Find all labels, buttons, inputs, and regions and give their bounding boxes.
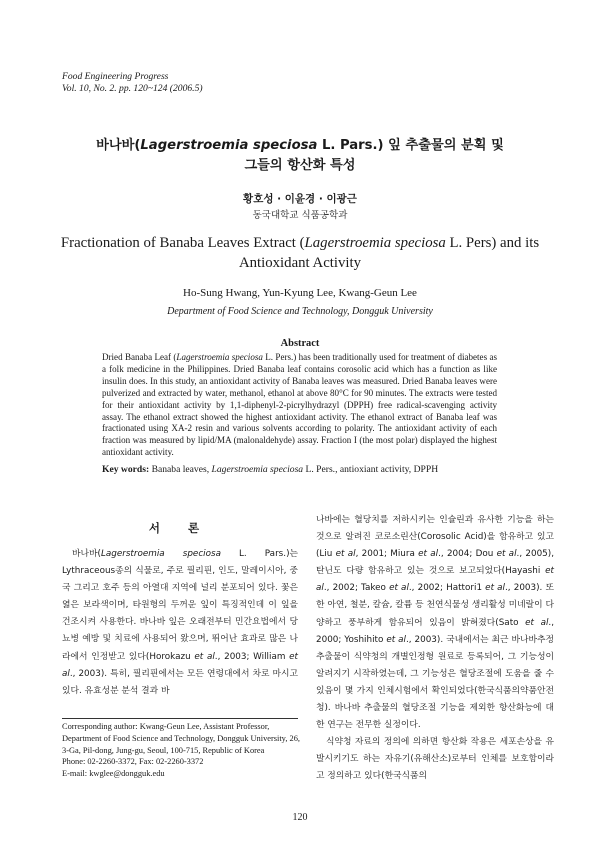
korean-authors: 황호성 · 이윤경 · 이광근 (243, 193, 357, 205)
intro-paragraph-1-cont: 나바에는 혈당치를 저하시키는 인슐린과 유사한 기능을 하는 것으로 알려진 코로소린산(Corosolic Acid)을 함유하고 있고(Liu et al, 2001; Miura et al., 2004; Dou et al., 2005), 탄닌도 다량 함유하고 있는 것으로 보고되었다(Hayashi et al., 2002; Takeo et al., 2002; Hattori1 et al., 2003). 또한 아연, 철분, 칼슘, 칼륨 등 천연식물성 생리활성 미네랄이 다양하고 풍부하게 함유되어 있음이 밝혀졌다(Sato et al., 2000; Yoshihito et al., 2003). 국내에서는 최근 바나바추정추출물이 식약청의 개별인정형 원료로 등록되어, 그 기능성이 알려지기 시작하였는데, 그 기능성은 혈당조절에 도움을 줄 수 있음이 몇 가지 인체시험에서 확인되었다(한국식품의약품안전청). 바나바 추출물의 혈당조절 기능을 제외한 항산화능에 대한 연구는 전무한 실정이다. (316, 515, 554, 731)
abstract-heading: Abstract (280, 338, 320, 349)
korean-affiliation: 동국대학교 식품공학과 (252, 210, 348, 221)
right-column (316, 512, 554, 786)
intro-paragraph-1: 바나바(Lagerstroemia speciosa L. Pars.)는 Lythraceous종의 식물로, 주로 필리핀, 인도, 말레이시아, 중국 그리고 호주 등의 아열대 지역에 널리 분포되어 있다. 꽃은 엷은 보라색이며, 타원형의 두꺼운 잎이 특징적인데 이 잎을 건조시켜 사용한다. 바나바 잎은 오래전부터 민간요법에서 당뇨병 예방 및 치료에 사용되어 왔으며, 뛰어난 효과로 많은 나라에서 인정받고 있다(Horokazu et al., 2003; William et al., 2003). 특히, 필리핀에서는 모든 연령대에서 차로 마시고 있다. 유효성분 분석 결과 바 (62, 549, 298, 696)
journal-name: Food Engineering Progress (62, 71, 169, 82)
email-link[interactable]: E-mail: kwglee@dongguk.edu (62, 769, 165, 779)
intro-paragraph-2: 식약청 자료의 정의에 의하면 항산화 작용은 세포손상을 유발시키기도 하는 자유기(유해산소)로부터 인체를 보호함이라고 정의하고 있다(한국식품의 (316, 737, 554, 782)
journal-header (62, 71, 203, 94)
section-heading-introduction: 서 론 (148, 521, 212, 535)
left-column (62, 546, 298, 700)
journal-volume: Vol. 10, No. 2. pp. 120~124 (2006.5) (62, 82, 203, 94)
english-authors: Ho-Sung Hwang, Yun-Kyung Lee, Kwang-Geun Lee (183, 287, 417, 299)
abstract-body: Dried Banaba Leaf (Lagerstroemia speciosa L. Pers.) has been traditionally used for treatment of diabetes as a folk medicine in the Philippines. Dried Banaba leaf contains corosolic acid which has a function as like insulin does. In this study, an antioxidant activity of Banaba leaves was measured. Dried Banaba leaves were pulverized and extracted by water, methanol, ethanol at above 80°C for 90 minutes. The extracts were tested for their antioxidant activity by 1,1-diphenyl-2-picrylhydrazyl (DPPH) free radical-scavenging activity assay. The ethanol extract showed the highest antioxidant activity. The ethanol extract of Banaba leaf was fractionated using XA-2 resin and various solvents according to polarity. The antioxidant activity of each fraction was measured by lipid/MA (malonaldehyde) assay. Fraction I (the most polar) displayed the highest antioxidant activity. (102, 352, 497, 458)
page-number: 120 (292, 812, 308, 823)
footnote-divider (62, 718, 298, 719)
keywords: Key words: Banaba leaves, Lagerstroemia speciosa L. Pers., antioxiant activity, DPPH (102, 464, 439, 475)
corresponding-author-footnote: Corresponding author: Kwang-Geun Lee, Assistant Professor, Department of Food Science and Technology, Dongguk University, 26, 3-Ga, Pil-dong, Jung-gu, Seoul, 100-715, Republic of Korea Phone: 02-2260-3372, Fax: 02-2260-3372 E-mail: kwglee@dongguk.edu (62, 722, 300, 779)
korean-title: 바나바(Lagerstroemia speciosa L. Pars.) 잎 추출물의 분획 및 그들의 항산화 특성 (96, 138, 504, 173)
english-title: Fractionation of Banaba Leaves Extract (Lagerstroemia speciosa L. Pers) and its Antioxidant Activity (60, 235, 540, 271)
english-affiliation: Department of Food Science and Technology, Dongguk University (167, 306, 433, 317)
